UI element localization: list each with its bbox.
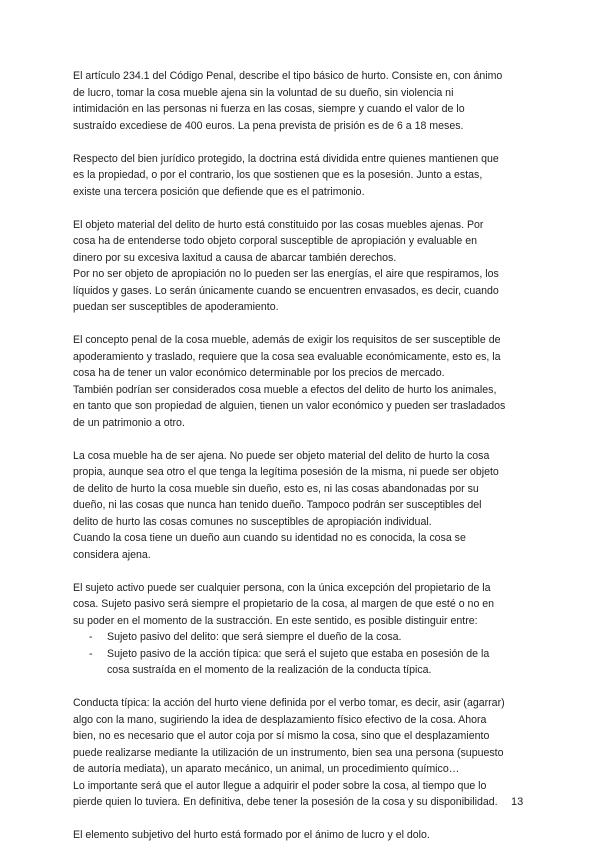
text-line: sustraído excediese de 400 euros. La pena prevista de prisión es de 6 a 18 meses. <box>73 119 464 132</box>
text-line: de un patrimonio a otro. <box>73 416 185 429</box>
text-line: cosa ha de entenderse todo objeto corporal susceptible de apropiación y evaluable en <box>73 235 478 247</box>
text-line: su poder en el momento de la sustracción. En este sentido, es posible distinguir entre: <box>73 614 478 627</box>
text-line: de autoría mediata), un aparato mecánico, un animal, un procedimiento químico… <box>73 763 460 775</box>
text-line: cosa. Sujeto pasivo será siempre el propietario de la cosa, al margen de que esté o no en <box>73 598 495 610</box>
text-line: algo con la mano, sugiriendo la idea de desplazamiento físico efectivo de la cosa. Ahora <box>73 713 487 726</box>
text-line: en tanto que son propiedad de alguien, tienen un valor económico y pueden ser trasladados <box>73 400 506 412</box>
text-line: intimidación en las personas ni fuerza en las cosas, siempre y cuando el valor de lo <box>73 103 465 115</box>
text-line: pierde quien lo tuviera. En definitiva, debe tener la posesión de la cosa y su disponibilidad. <box>73 796 498 808</box>
paragraph-objeto-material <box>73 217 533 316</box>
text-line: líquidos y gases. Lo serán únicamente cuando se encuentren envasados, es decir, cuando <box>73 284 499 297</box>
paragraph-conducta-tipica <box>73 695 533 811</box>
sujeto-pasivo-list <box>73 629 533 679</box>
paragraph-bien-juridico <box>73 151 533 201</box>
text-line: El elemento subjetivo del hurto está formado por el ánimo de lucro y el dolo. <box>73 829 430 841</box>
text-line: puede realizarse mediante la utilización de un instrumento, bien sea una persona (supuesto <box>73 746 504 759</box>
text-line: apoderamiento y traslado, requiere que la cosa sea evaluable económicamente, esto es, la <box>73 350 501 363</box>
list-item <box>73 629 533 646</box>
text-line: Conducta típica: la acción del hurto viene definida por el verbo tomar, es decir, asir (agarrar) <box>73 697 505 709</box>
document-body <box>73 68 533 860</box>
text-line: puedan ser susceptibles de apoderamiento. <box>73 301 279 313</box>
text-line: También podrían ser considerados cosa mueble a efectos del delito de hurto los animales, <box>73 383 497 396</box>
text-line: Lo importante será que el autor llegue a adquirir el poder sobre la cosa, al tiempo que lo <box>73 779 487 792</box>
text-line: El sujeto activo puede ser cualquier persona, con la única excepción del propietario de la <box>73 581 491 594</box>
text-line: existe una tercera posición que defiende que es el patrimonio. <box>73 185 365 198</box>
text-line: de delito de hurto la cosa mueble sin dueño, esto es, ni las cosas abandonadas por su <box>73 482 479 495</box>
text-line: cosa sustraída en el momento de la realización de la conducta típica. <box>107 664 432 676</box>
paragraph-art-234 <box>73 68 533 134</box>
paragraph-sujetos <box>73 580 533 630</box>
page-number: 13 <box>511 796 524 808</box>
text-line: dueño, ni las cosas que nunca han tenido dueño. Tampoco podrán ser susceptibles del <box>73 499 482 511</box>
text-line: El artículo 234.1 del Código Penal, describe el tipo básico de hurto. Consiste en, con ánimo <box>73 70 503 82</box>
text-line: Cuando la cosa tiene un dueño aun cuando su identidad no es conocida, la cosa se <box>73 532 466 544</box>
text-line: La cosa mueble ha de ser ajena. No puede ser objeto material del delito de hurto la cosa <box>73 449 490 462</box>
text-line: El concepto penal de la cosa mueble, además de exigir los requisitos de ser susceptible de <box>73 334 501 346</box>
text-line: Por no ser objeto de apropiación no lo pueden ser las energías, el aire que respiramos, los <box>73 268 499 280</box>
paragraph-cosa-mueble <box>73 332 533 431</box>
text-line: El objeto material del delito de hurto está constituido por las cosas muebles ajenas. Por <box>73 218 484 231</box>
text-line: considera ajena. <box>73 548 151 561</box>
text-line: de lucro, tomar la cosa mueble ajena sin la voluntad de su dueño, sin violencia ni <box>73 86 454 99</box>
text-line: cosa ha de tener un valor económico determinable por los precios de mercado. <box>73 367 445 379</box>
text-line: propia, aunque sea otro el que tenga la legítima posesión de la misma, ni puede ser objeto <box>73 466 499 478</box>
text-line: - Sujeto pasivo de la acción típica: que será el sujeto que estaba en posesión de la <box>107 647 490 660</box>
text-line: delito de hurto las cosas comunes no susceptibles de apropiación individual. <box>73 515 432 528</box>
text-line: Respecto del bien jurídico protegido, la doctrina está dividida entre quienes mantienen que <box>73 152 499 165</box>
text-line: bien, no es necesario que el autor coja por sí mismo la cosa, sino que el desplazamiento <box>73 730 490 742</box>
paragraph-cosa-ajena <box>73 448 533 564</box>
text-line: - Sujeto pasivo del delito: que será siempre el dueño de la cosa. <box>107 631 402 643</box>
paragraph-elemento-subjetivo <box>73 827 533 844</box>
list-item <box>73 646 533 679</box>
text-line: dinero por su excesiva laxitud a causa de abarcar también derechos. <box>73 251 397 264</box>
text-line: es la propiedad, o por el contrario, los que sostienen que es la posesión. Junto a estas, <box>73 169 483 181</box>
